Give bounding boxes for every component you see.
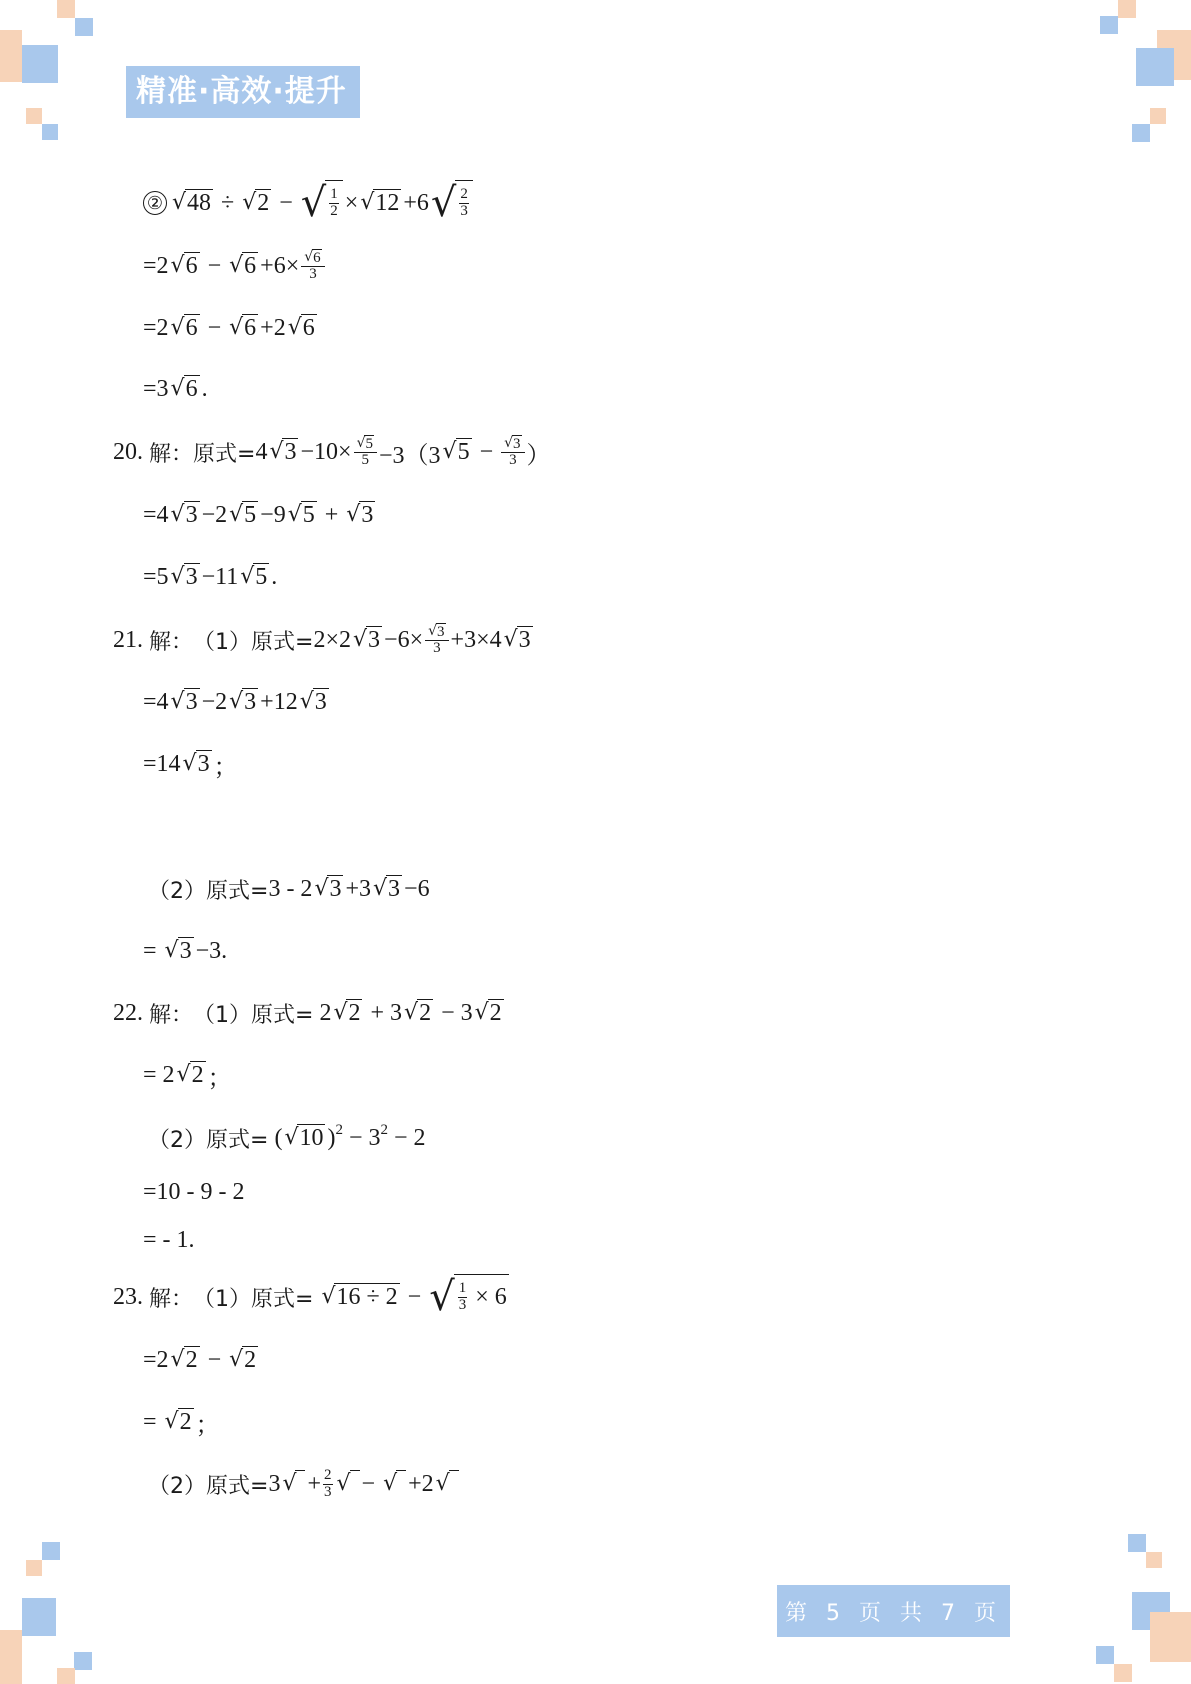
problem-number: 20.: [113, 438, 143, 465]
decor-square: [22, 45, 58, 83]
solution-label: 解：: [149, 629, 194, 655]
decor-square: [42, 1542, 60, 1560]
math-line: = √ 3 −3.: [143, 937, 228, 965]
problem-number: 23.: [113, 1283, 143, 1310]
decor-square: [1114, 1664, 1132, 1682]
radical: √ 12: [360, 190, 400, 217]
decor-square: [22, 1598, 56, 1636]
radical: √ $\frac{2}{3}$: [431, 180, 473, 226]
math-line: 22. 解： （1） 原式= 2 √ 2 + 3 √ 2 − 3 √ 2: [113, 999, 502, 1028]
math-line: =3 √ 6 .: [143, 375, 208, 403]
decor-square: [57, 1668, 75, 1684]
math-line: =2 √ 6 − √ 6 +2 √ 6: [143, 314, 315, 342]
math-line: =5 √ 3 −11 √ 5 .: [143, 563, 278, 591]
original-expression-label: 原式=: [251, 1286, 314, 1312]
original-expression-label: 原式=: [251, 1002, 314, 1028]
header-banner: 精准·高效·提升: [126, 66, 360, 118]
circled-number: ②: [143, 191, 167, 215]
problem-number: 21.: [113, 626, 143, 653]
problem-number: 22.: [113, 999, 143, 1026]
math-line: 20. 解： 原式= 4 √ 3 −10× √ 5 5 −3（3 √ 5 − √ 3 3 ）: [113, 435, 551, 469]
decor-square: [57, 0, 75, 18]
part-label: （2）: [148, 878, 206, 904]
decor-square: [1118, 0, 1136, 18]
decor-square: [1100, 16, 1118, 34]
original-expression-label: 原式=: [206, 1127, 269, 1153]
decor-square: [75, 18, 93, 36]
decor-square: [1132, 124, 1150, 142]
math-line: =14 √ 3 ；: [143, 750, 238, 781]
part-label: （1）: [193, 1286, 252, 1312]
math-line: =4 √ 3 −2 √ 3 +12 √ 3: [143, 688, 327, 716]
solution-label: 解：: [149, 441, 194, 467]
part-label: （1）: [193, 1002, 252, 1028]
math-line: = 2 √ 2 ；: [143, 1061, 232, 1092]
decor-square: [0, 30, 22, 82]
math-line: 21. 解： （1） 原式= 2×2 √ 3 −6× √ 3 3 +3×4 √ 3: [113, 623, 531, 657]
original-expression-label: 原式=: [193, 441, 256, 467]
math-line: （2） 原式= 3 √ + $\frac{2}{3}$ √ − √ +2 √: [148, 1462, 461, 1506]
radical: √ 2: [242, 190, 270, 217]
decor-square: [1096, 1646, 1114, 1664]
solution-label: 解：: [149, 1286, 194, 1312]
original-expression-label: 原式=: [206, 878, 269, 904]
math-line: = √ 2 ；: [143, 1408, 220, 1439]
decor-square: [74, 1652, 92, 1670]
radical: √ $\frac{1}{2}$: [301, 180, 343, 226]
math-line: ② √ 48 ÷ √ 2 − √ $\frac{1}{2}$ × √ 12 +6 √ $\frac{2}{3}$: [143, 181, 475, 225]
math-line: （2） 原式= 3 - 2 √ 3 +3 √ 3 −6: [148, 875, 430, 904]
part-label: （2）: [148, 1473, 206, 1499]
part-label: （2）: [148, 1127, 206, 1153]
page-number-footer: 第 5 页 共 7 页: [777, 1585, 1010, 1637]
solution-label: 解：: [149, 1002, 194, 1028]
math-line: =4 √ 3 −2 √ 5 −9 √ 5 + √ 3: [143, 501, 374, 529]
math-line: = - 1.: [143, 1226, 195, 1253]
decor-square: [0, 1630, 22, 1684]
math-line: 23. 解： （1） 原式= √ 16 ÷ 2 − √ $\frac{1}{3}$ × 6: [113, 1274, 507, 1320]
decor-square: [1136, 48, 1174, 86]
decor-square: [1128, 1534, 1146, 1552]
decor-square: [1150, 1612, 1191, 1662]
math-line: =2 √ 2 − √ 2: [143, 1346, 257, 1374]
math-line: =10 - 9 - 2: [143, 1178, 245, 1205]
math-line: =2 √ 6 − √ 6 +6× √ 6 3: [143, 244, 327, 288]
decor-square: [1150, 108, 1166, 124]
decor-square: [26, 1560, 42, 1576]
decor-square: [42, 124, 58, 140]
radical: √ 48: [172, 190, 212, 217]
math-line: （2） 原式= ( √ 10 ) $^2$ − 3 $^2$ − 2: [148, 1121, 426, 1153]
decor-square: [1146, 1552, 1162, 1568]
original-expression-label: 原式=: [251, 629, 314, 655]
part-label: （1）: [193, 629, 252, 655]
original-expression-label: 原式=: [206, 1473, 269, 1499]
decor-square: [26, 108, 42, 124]
